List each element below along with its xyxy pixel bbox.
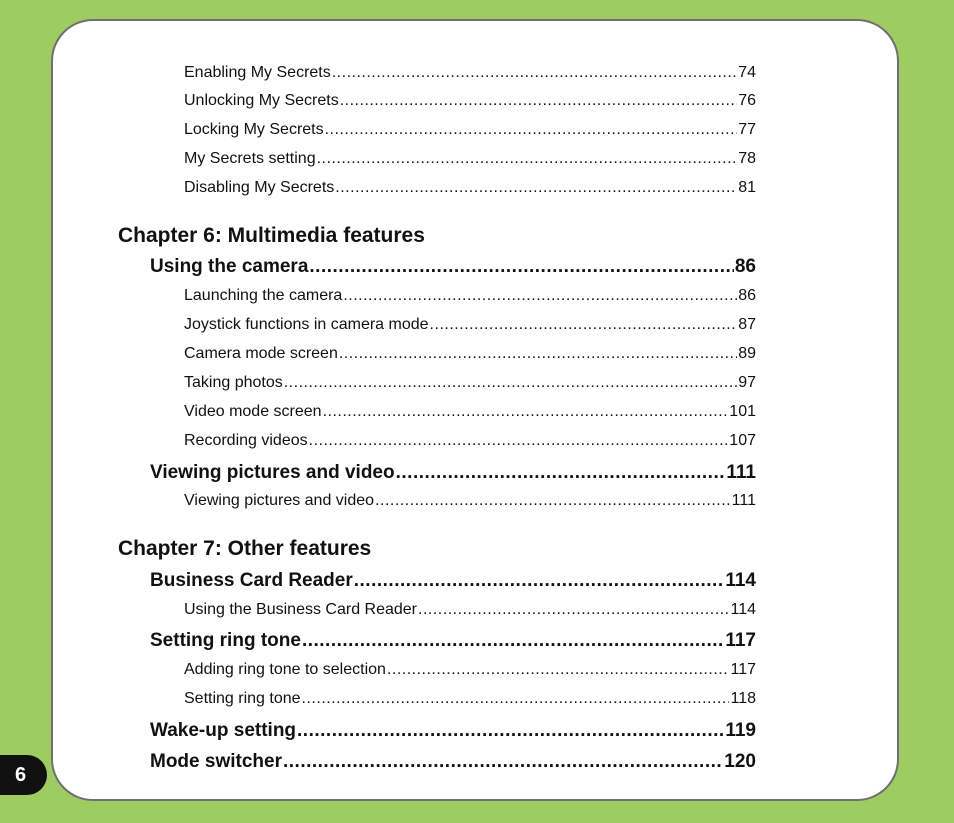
toc-section-page: 114: [725, 570, 756, 591]
dot-leader: [375, 492, 731, 510]
chapter-heading: Chapter 6: Multimedia features: [118, 224, 425, 247]
toc-section[interactable]: [150, 751, 756, 773]
toc-entry[interactable]: [184, 345, 756, 363]
toc-entry-page: 101: [729, 403, 756, 420]
dot-leader: [387, 661, 730, 679]
toc-section-page: 117: [725, 630, 756, 651]
toc-entry-title: Video mode screen: [184, 403, 322, 420]
toc-entry[interactable]: [184, 601, 756, 619]
toc-entry-page: 86: [738, 287, 756, 304]
toc-section-title: Setting ring tone: [150, 630, 301, 651]
toc-section-page: 111: [726, 462, 756, 483]
dot-leader: [396, 462, 726, 484]
dot-leader: [354, 570, 725, 592]
toc-entry[interactable]: [184, 492, 756, 510]
toc-entry-page: 74: [738, 64, 756, 81]
toc-entry-page: 97: [738, 374, 756, 391]
toc-section[interactable]: [150, 462, 756, 484]
toc-entry-title: Using the Business Card Reader: [184, 601, 418, 618]
dot-leader: [297, 720, 724, 742]
toc-entry-title: Locking My Secrets: [184, 121, 324, 138]
toc-entry-page: 87: [738, 316, 756, 333]
dot-leader: [332, 64, 737, 82]
dot-leader: [302, 630, 724, 652]
dot-leader: [339, 345, 737, 363]
toc-entry-title: Disabling My Secrets: [184, 179, 335, 196]
toc-entry[interactable]: [184, 403, 756, 421]
dot-leader: [340, 92, 737, 110]
toc-entry[interactable]: [184, 374, 756, 392]
dot-leader: [302, 690, 730, 708]
dot-leader: [325, 121, 738, 139]
toc-entry[interactable]: [184, 432, 756, 450]
toc-section[interactable]: [150, 720, 756, 742]
toc-entry-title: Recording videos: [184, 432, 308, 449]
toc-entry-title: Unlocking My Secrets: [184, 92, 339, 109]
toc-entry-title: Taking photos: [184, 374, 283, 391]
dot-leader: [283, 751, 723, 773]
toc-entry-title: Adding ring tone to selection: [184, 661, 386, 678]
toc-entry-title: Camera mode screen: [184, 345, 338, 362]
toc-entry-title: Enabling My Secrets: [184, 64, 331, 81]
toc-entry[interactable]: [184, 179, 756, 197]
dot-leader: [284, 374, 737, 392]
dot-leader: [317, 150, 738, 168]
dot-leader: [309, 256, 733, 278]
toc-section-page: 120: [724, 751, 756, 772]
toc-entry[interactable]: [184, 287, 756, 305]
toc-entry-page: 77: [738, 121, 756, 138]
toc-section-title: Viewing pictures and video: [150, 462, 395, 483]
toc-section[interactable]: [150, 256, 756, 278]
dot-leader: [335, 179, 737, 197]
toc-entry-page: 111: [731, 492, 756, 509]
toc-entry[interactable]: [184, 121, 756, 139]
dot-leader: [309, 432, 729, 450]
dot-leader: [323, 403, 729, 421]
toc-section-title: Using the camera: [150, 256, 309, 277]
toc-entry-title: Launching the camera: [184, 287, 343, 304]
toc-section[interactable]: [150, 630, 756, 652]
toc-entry[interactable]: [184, 661, 756, 679]
toc-section-title: Business Card Reader: [150, 570, 353, 591]
toc-entry-page: 117: [730, 661, 756, 678]
toc-section-title: Mode switcher: [150, 751, 282, 772]
toc-entry-page: 89: [738, 345, 756, 362]
toc-entry[interactable]: [184, 150, 756, 168]
toc-entry-page: 118: [730, 690, 756, 707]
toc-entry-page: 107: [729, 432, 756, 449]
toc-entry[interactable]: [184, 690, 756, 708]
toc-entry[interactable]: [184, 316, 756, 334]
dot-leader: [418, 601, 729, 619]
dot-leader: [430, 316, 738, 334]
toc-section[interactable]: [150, 570, 756, 592]
toc-entry-title: My Secrets setting: [184, 150, 316, 167]
toc-entry[interactable]: [184, 92, 756, 110]
dot-leader: [343, 287, 737, 305]
toc-entry-page: 81: [738, 179, 756, 196]
toc-section-title: Wake-up setting: [150, 720, 297, 741]
toc-entry-title: Joystick functions in camera mode: [184, 316, 429, 333]
toc-entry[interactable]: [184, 64, 756, 82]
page-number: 6: [0, 755, 47, 795]
toc-entry-title: Viewing pictures and video: [184, 492, 375, 509]
toc-entry-page: 114: [730, 601, 756, 618]
chapter-heading: Chapter 7: Other features: [118, 537, 372, 560]
toc-entry-title: Setting ring tone: [184, 690, 301, 707]
toc-section-page: 119: [725, 720, 756, 741]
toc-entry-page: 76: [738, 92, 756, 109]
toc-section-page: 86: [734, 256, 756, 277]
toc-entry-page: 78: [738, 150, 756, 167]
